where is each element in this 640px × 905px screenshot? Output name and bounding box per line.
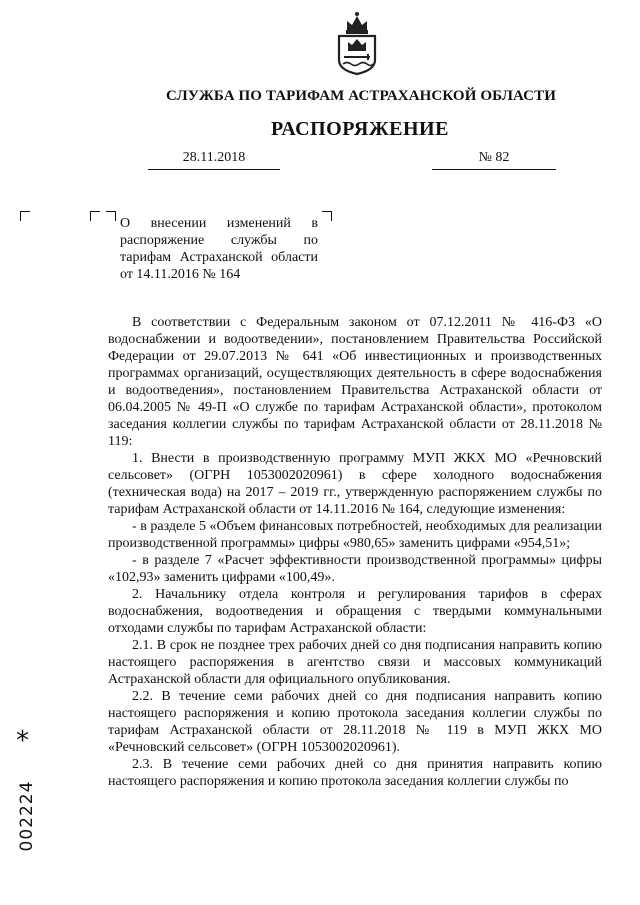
astrakhan-coat-of-arms-icon: [334, 8, 380, 76]
star-mark: *: [16, 726, 29, 756]
organization-name: СЛУЖБА ПО ТАРИФАМ АСТРАХАНСКОЙ ОБЛАСТИ: [166, 88, 556, 104]
paragraph-item-2-2: 2.2. В течение семи рабочих дней со дня подписания направить копию настоящего распоряжения и копию протокола заседания коллегии службы по тарифам Астраханской области от 28.11.2018 № 119 в МУП ЖКХ МО «Речновский сельсовет» (ОГРН 1053002020961).: [108, 689, 602, 755]
paragraph-item-1: 1. Внести в производственную программу МУП ЖКХ МО «Речновский сельсовет» (ОГРН 1053002020961) в сфере холодного водоснабжения (техническая вода) на 2017 – 2019 гг., утвержденную распоряжением службы по тарифам Астраханской области от 14.11.2016 № 164, следующие изменения:: [108, 451, 602, 517]
document-body: [108, 314, 602, 790]
paragraph-preamble: В соответствии с Федеральным законом от 07.12.2011 № 416-ФЗ «О водоснабжении и водоотведении», постановлением Правительства Российской Федерации от 29.07.2013 № 641 «Об инвестиционных и производственных программах организаций, осуществляющих деятельность в сфере водоснабжения и водоотведения», постановлением Правительства Астраханской области от 06.04.2005 № 49-П «О службе по тарифам Астраханской области», протоколом заседания коллегии службы по тарифам Астраханской области от 28.11.2018 № 119:: [108, 315, 602, 449]
paragraph-item-2-3: 2.3. В течение семи рабочих дней со дня принятия направить копию настоящего распоряжения и копию протокола заседания коллегии службы по: [108, 757, 602, 789]
margin-stamp: [12, 728, 36, 858]
document-number: № 82: [432, 150, 556, 170]
document-type: РАСПОРЯЖЕНИЕ: [271, 118, 449, 140]
paragraph-item-1-change-a: - в разделе 5 «Объем финансовых потребностей, необходимых для реализации производственной программы» цифры «980,65» заменить цифрами «954,51»;: [108, 519, 602, 551]
corner-bracket-subject-start: [90, 211, 100, 221]
paragraph-item-1-change-b: - в разделе 7 «Расчет эффективности производственной программы» цифры «102,93» заменить цифрами «100,49».: [108, 553, 602, 585]
corner-bracket-left: [20, 211, 30, 221]
serial-number: 002224: [17, 780, 37, 852]
paragraph-item-2: 2. Начальнику отдела контроля и регулирования тарифов в сферах водоснабжения, водоотведения и обращения с твердыми коммунальными отходами службы по тарифам Астраханской области:: [108, 587, 602, 636]
document-subject: О внесении изменений в распоряжение службы по тарифам Астраханской области от 14.11.2016 № 164: [120, 216, 318, 282]
corner-bracket-subject-open: [106, 211, 116, 221]
corner-bracket-subject-end: [322, 211, 332, 221]
document-date: 28.11.2018: [148, 150, 280, 170]
paragraph-item-2-1: 2.1. В срок не позднее трех рабочих дней со дня подписания направить копию настоящего распоряжения в агентство связи и массовых коммуникаций Астраханской области для официального опубликования.: [108, 638, 602, 687]
